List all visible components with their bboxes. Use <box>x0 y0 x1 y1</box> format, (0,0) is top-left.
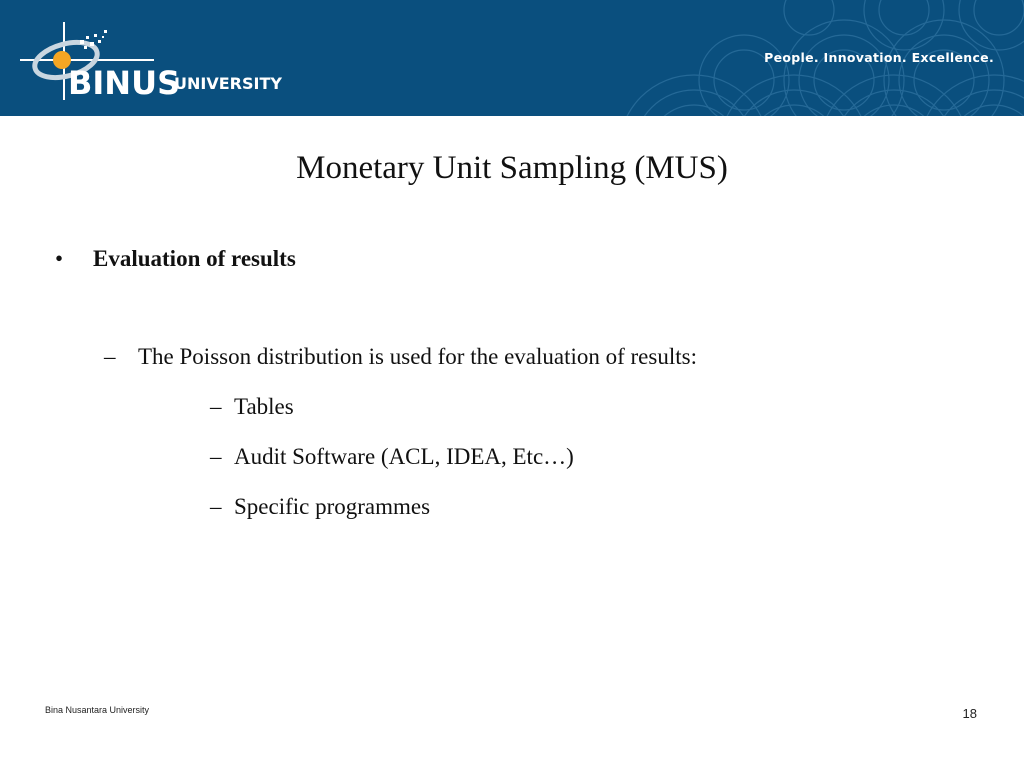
evaluation-methods-list <box>210 394 574 544</box>
footer-institution: Bina Nusantara University <box>45 705 150 715</box>
list-item-text: Specific programmes <box>234 494 431 519</box>
slide-title: Monetary Unit Sampling (MUS) <box>296 150 728 186</box>
sub-bullet-text: The Poisson distribution is used for the evaluation of results: <box>138 344 697 369</box>
bullet-evaluation <box>55 246 296 272</box>
header-banner <box>0 0 1024 116</box>
svg-text:BINUS: BINUS <box>68 64 181 102</box>
list-item-text: Audit Software (ACL, IDEA, Etc…) <box>234 444 574 469</box>
bullet-marker: • <box>55 246 64 271</box>
dash-marker: – <box>210 444 222 469</box>
list-item-audit-software <box>210 444 574 494</box>
page-number: 18 <box>962 706 977 721</box>
list-item-specific-programmes <box>210 494 574 544</box>
dash-marker: – <box>210 494 222 519</box>
dash-marker: – <box>210 394 222 419</box>
list-item-text: Tables <box>234 394 294 419</box>
svg-text:UNIVERSITY: UNIVERSITY <box>174 74 282 93</box>
sub-bullet-poisson <box>104 344 697 370</box>
bullet-label: Evaluation of results <box>93 246 296 271</box>
tagline: People. Innovation. Excellence. <box>764 50 994 65</box>
list-item-tables <box>210 394 574 444</box>
binus-university-logo <box>14 16 314 106</box>
dash-marker: – <box>104 344 116 369</box>
